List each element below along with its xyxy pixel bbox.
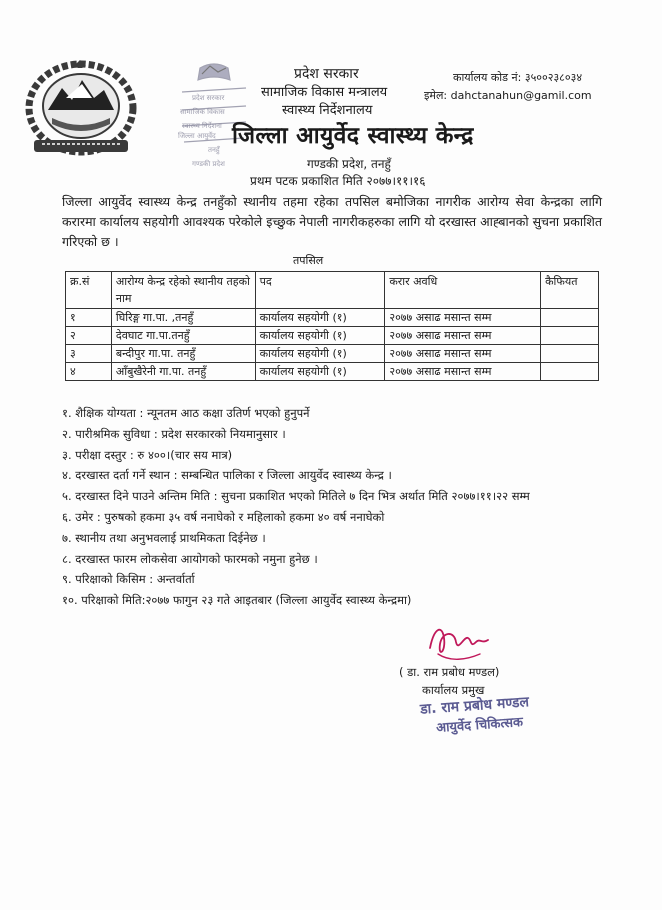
svg-text:स्वास्थ्य निर्देशना: स्वास्थ्य निर्देशना [182,122,222,130]
header-serial: क्र.सं [66,272,112,309]
ministry-title: सामाजिक विकास मन्त्रालय [261,85,388,100]
published-date: प्रथम पटक प्रकाशित मिति २०७७।११।१६ [250,174,426,188]
svg-text:गण्डकी प्रदेश: गण्डकी प्रदेश [192,160,225,168]
svg-text:सामाजिक विकास: सामाजिक विकास [180,108,225,116]
stamp-role: आयुर्वेद चिकित्सक [435,714,524,737]
row-serial: ४ [66,363,112,381]
row-remarks [541,345,599,363]
office-address: गण्डकी प्रदेश, तनहुँ [307,157,391,171]
svg-text:तनहुँ: तनहुँ [208,146,220,154]
header-contract-period: करार अवधि [385,272,541,309]
header-post: पद [255,272,385,309]
row-contract-period: २०७७ असाढ मसान्त सम्म [385,363,541,381]
row-local-level: बन्दीपुर गा.पा. तनहुँ [111,345,255,363]
stamp-name: डा. राम प्रबोध मण्डल [419,694,530,718]
table-row [66,345,599,363]
row-serial: १ [66,309,112,327]
row-local-level: देवघाट गा.पा.तनहुँ [111,327,255,345]
signatory-name: ( डा. राम प्रबोध मण्डल) [399,665,500,679]
nepal-emblem-icon [22,58,140,158]
list-item: १. शैक्षिक योग्यता : न्यूनतम आठ कक्षा उतिर्ण भएको हुनुपर्ने [62,406,310,420]
table-row [66,363,599,381]
row-remarks [541,309,599,327]
header-local-level: आरोग्य केन्द्र रहेको स्थानीय तहको नाम [111,272,255,309]
office-code: कार्यालय कोड नं: ३५००२३८०३४ [453,71,583,84]
row-contract-period: २०७७ असाढ मसान्त सम्म [385,309,541,327]
list-item: ४. दरखास्त दर्ता गर्ने स्थान : सम्बन्धित पालिका र जिल्ला आयुर्वेद स्वास्थ्य केन्द्र । [62,468,392,483]
signature-mark [420,618,494,666]
office-seal-stamp [178,62,250,170]
list-item: १०. परिक्षाको मिति:२०७७ फागुन २३ गते आइतबार (जिल्ला आयुर्वेद स्वास्थ्य केन्द्रमा) [62,593,412,608]
list-item: ६. उमेर : पुरुषको हकमा ३५ वर्ष ननाघेको र महिलाको हकमा ४० वर्ष ननाघेको [62,509,385,524]
table-header-row [66,272,599,309]
office-email: इमेल: dahctanahun@gamil.com [424,89,592,102]
office-name-heading: जिल्ला आयुर्वेद स्वास्थ्य केन्द्र [232,123,474,149]
row-post: कार्यालय सहयोगी (१) [255,363,385,381]
list-item: ५. दरखास्त दिने पाउने अन्तिम मिति : सुचना प्रकाशित भएको मितिले ७ दिन भित्र अर्थात मिति २०७७।११।२२ सम्म [62,489,530,504]
requirements-list [62,403,562,611]
row-local-level: आँबुखैरेनी गा.पा. तनहुँ [111,363,255,381]
row-serial: ३ [66,345,112,363]
row-contract-period: २०७७ असाढ मसान्त सम्म [385,345,541,363]
svg-text:जिल्ला आयुर्वेद: जिल्ला आयुर्वेद [178,132,216,140]
list-item: ९. परिक्षाको किसिम : अन्तर्वार्ता [62,572,195,587]
list-item: ७. स्थानीय तथा अनुभवलाई प्राथमिकता दिईनेछ । [62,530,266,545]
signatory-title: कार्यालय प्रमुख [422,683,485,697]
row-remarks [541,363,599,381]
row-remarks [541,327,599,345]
row-serial: २ [66,327,112,345]
positions-table [65,271,599,381]
table-caption: तपसिल [293,254,324,267]
row-contract-period: २०७७ असाढ मसान्त सम्म [385,327,541,345]
row-post: कार्यालय सहयोगी (१) [255,327,385,345]
list-item: ८. दरखास्त फारम लोकसेवा आयोगको फारमको नमुना हुनेछ । [62,551,318,566]
list-item: ३. परीक्षा दस्तुर : रु ४००।(चार सय मात्र) [62,447,233,462]
directorate-title: स्वास्थ्य निर्देशनालय [282,103,373,118]
table-row [66,309,599,327]
table-row [66,327,599,345]
svg-text:प्रदेश सरकार: प्रदेश सरकार [192,94,225,102]
row-local-level: घिरिङ्ग गा.पा. ,तनहुँ [111,309,255,327]
row-post: कार्यालय सहयोगी (१) [255,345,385,363]
list-item: २. पारीश्रमिक सुविधा : प्रदेश सरकारको नियमानुसार । [62,426,286,441]
row-post: कार्यालय सहयोगी (१) [255,309,385,327]
header-remarks: कैफियत [541,272,599,309]
government-title: प्रदेश सरकार [294,66,359,82]
notice-body: जिल्ला आयुर्वेद स्वास्थ्य केन्द्र तनहुँको स्थानीय तहमा रहेका तपसिल बमोजिका नागरीक आरोग्य सेवा केन्द्रका लागि करारमा कार्यालय सहयोगी आवश्यक परेकोले इच्छुक नेपाली नागरीकहरुका लागि यो दरखास्त आह्बानको सुचना प्रकाशित गरिएको छ । [62,194,602,249]
